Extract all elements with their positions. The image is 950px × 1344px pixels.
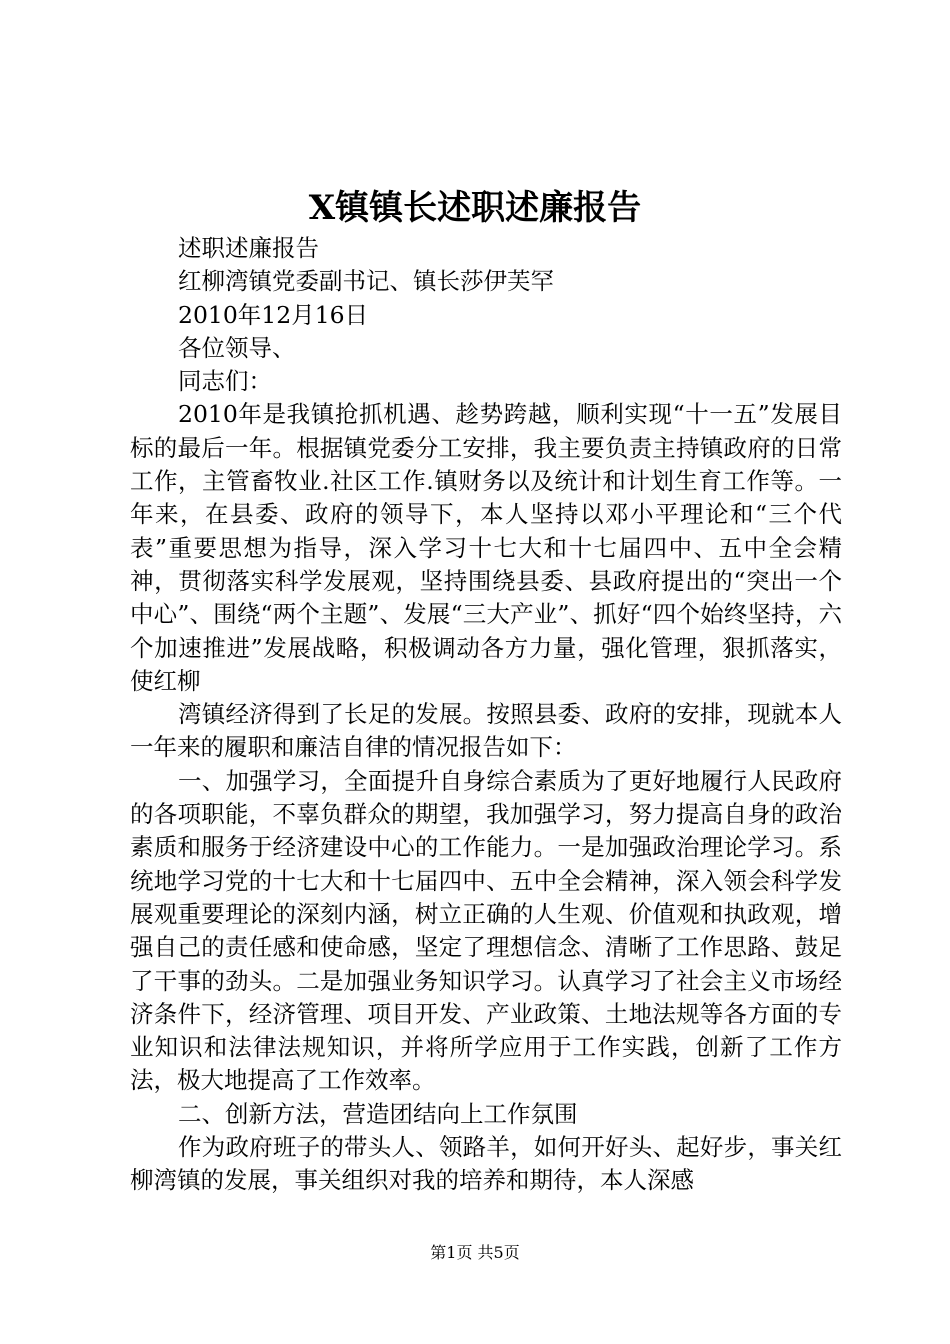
paragraph-report-intro: 湾镇经济得到了长足的发展。按照县委、政府的安排，现就本人一年来的履职和廉洁自律的情况报告如下： — [130, 700, 842, 762]
paragraph-date: 2010年12月16日 — [178, 300, 369, 329]
document-title: X镇镇长述职述廉报告 — [308, 188, 642, 228]
paragraph-salutation-1: 各位领导、 — [178, 333, 296, 362]
paragraph-intro: 2010年是我镇抢抓机遇、趁势跨越，顺利实现“十一五”发展目标的最后一年。根据镇党委分工安排，我主要负责主持镇政府的日常工作，主管畜牧业.社区工作.镇财务以及统计和计划生育工作等。一年来，在县委、政府的领导下，本人坚持以邓小平理论和“三个代表”重要思想为指导，深入学习十七大和十七届四中、五中全会精神，贯彻落实科学发展观，坚持围绕县委、县政府提出的“突出一个中心”、围绕“两个主题”、发展“三大产业”、抓好“四个始终坚持，六个加速推进”发展战略，积极调动各方力量，强化管理，狠抓落实，使红柳 — [130, 400, 842, 695]
paragraph-author: 红柳湾镇党委副书记、镇长莎伊芙罕 — [178, 267, 554, 296]
paragraph-section-1: 一、加强学习，全面提升自身综合素质为了更好地履行人民政府的各项职能，不辜负群众的期望，我加强学习，努力提高自身的政治素质和服务于经济建设中心的工作能力。一是加强政治理论学习。系统地学习党的十七大和十七届四中、五中全会精神，深入领会科学发展观重要理论的深刻内涵，树立正确的人生观、价值观和执政观，增强自己的责任感和使命感，坚定了理想信念、清晰了工作思路、鼓足了干事的劲头。二是加强业务知识学习。认真学习了社会主义市场经济条件下，经济管理、项目开发、产业政策、土地法规等各方面的专业知识和法律法规知识，并将所学应用于工作实践，创新了工作方法，极大地提高了工作效率。 — [130, 766, 842, 1095]
paragraph-section-2-text: 作为政府班子的带头人、领路羊，如何开好头、起好步，事关红柳湾镇的发展，事关组织对我的培养和期待，本人深感 — [130, 1133, 842, 1195]
paragraph-heading: 述职述廉报告 — [178, 234, 319, 262]
page-number: 第1页 共5页 — [430, 1243, 520, 1262]
paragraph-salutation-2: 同志们： — [178, 367, 272, 396]
document-body — [130, 232, 842, 1198]
paragraph-section-2-heading: 二、创新方法，营造团结向上工作氛围 — [178, 1099, 578, 1128]
